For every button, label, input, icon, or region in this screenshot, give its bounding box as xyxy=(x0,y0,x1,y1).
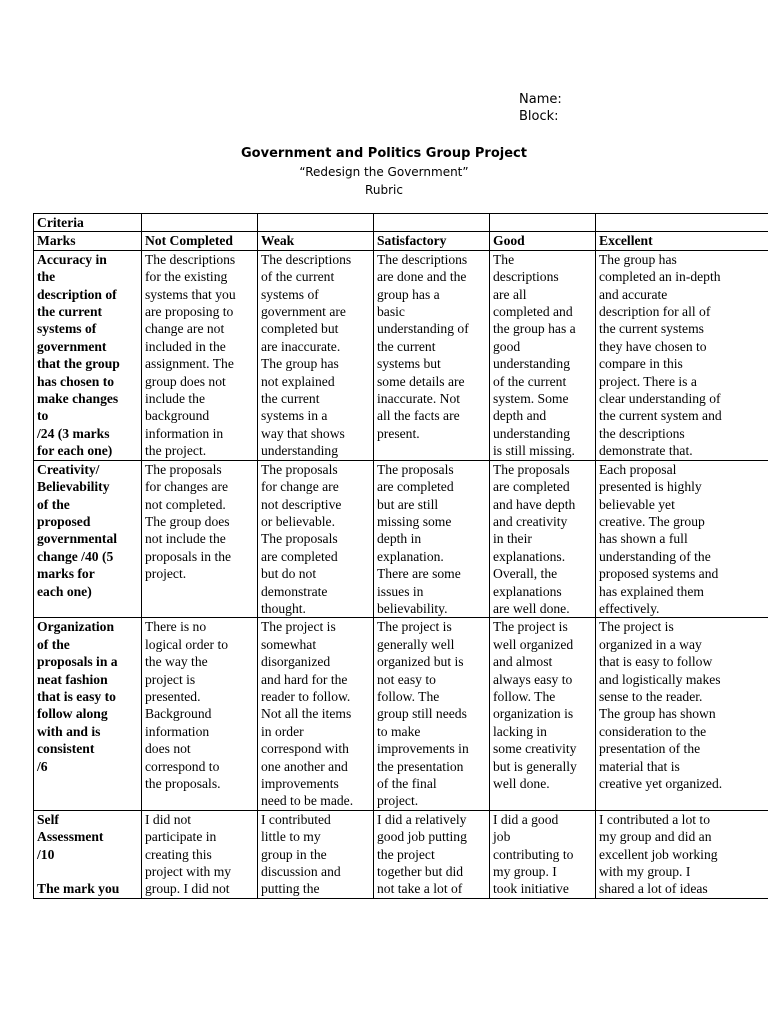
table-cell: The group has completed an in-depth and accurate description for all of the current systems they have chosen to compare in this project. There is a clear understanding of the current system and the descriptions demonstrate that. xyxy=(596,250,768,460)
table-cell: I did a relatively good job putting the project together but did not take a lot of xyxy=(374,810,490,898)
document-subtitle: “Redesign the Government” xyxy=(299,165,469,179)
table-cell: The descriptions are all completed and the group has a good understanding of the current system. Some depth and understanding is still missing. xyxy=(490,250,596,460)
block-label: Block: xyxy=(519,109,559,124)
column-header-satisfactory: Satisfactory xyxy=(374,232,490,250)
table-cell: The project is organized in a way that is easy to follow and logistically makes sense to the reader. The group has shown consideration to the presentation of the material that is creative yet organized. xyxy=(596,618,768,810)
table-row-accuracy xyxy=(34,250,768,460)
column-header-good: Good xyxy=(490,232,596,250)
table-cell: The project is somewhat disorganized and hard for the reader to follow. Not all the items in order correspond with one another and improvements need to be made. xyxy=(258,618,374,810)
table-cell: I contributed little to my group in the discussion and putting the xyxy=(258,810,374,898)
table-cell: The proposals for changes are not completed. The group does not include the proposals in the project. xyxy=(142,460,258,618)
empty-header-cell xyxy=(142,214,258,232)
table-row-self-assessment xyxy=(34,810,768,898)
table-cell: The descriptions are done and the group has a basic understanding of the current systems but some details are inaccurate. Not all the facts are present. xyxy=(374,250,490,460)
document-title: Government and Politics Group Project xyxy=(241,146,527,161)
table-cell: The project is generally well organized but is not easy to follow. The group still needs to make improvements in the presentation of the final project. xyxy=(374,618,490,810)
table-cell: The project is well organized and almost always easy to follow. The organization is lacking in some creativity but is generally well done. xyxy=(490,618,596,810)
column-header-excellent: Excellent xyxy=(596,232,768,250)
criteria-header: Criteria xyxy=(34,214,142,232)
rubric-table xyxy=(33,213,768,899)
table-cell: I contributed a lot to my group and did an excellent job working with my group. I shared a lot of ideas xyxy=(596,810,768,898)
table-cell: The proposals are completed and have depth and creativity in their explanations. Overall, the explanations are well done. xyxy=(490,460,596,618)
table-cell: The proposals are completed but are still missing some depth in explanation. There are some issues in believability. xyxy=(374,460,490,618)
table-cell: The proposals for change are not descriptive or believable. The proposals are completed but do not demonstrate thought. xyxy=(258,460,374,618)
student-info xyxy=(519,91,562,125)
table-cell: The descriptions of the current systems of government are completed but are inaccurate. The group has not explained the current systems in a way that shows understanding xyxy=(258,250,374,460)
document-titles xyxy=(0,145,768,199)
name-label: Name: xyxy=(519,92,562,107)
table-cell: There is no logical order to the way the project is presented. Background information does not correspond to the proposals. xyxy=(142,618,258,810)
table-cell: I did not participate in creating this project with my group. I did not xyxy=(142,810,258,898)
empty-header-cell xyxy=(490,214,596,232)
empty-header-cell xyxy=(596,214,768,232)
column-header-not-completed: Not Completed xyxy=(142,232,258,250)
criterion-cell: Organization of the proposals in a neat fashion that is easy to follow along with and is consistent /6 xyxy=(34,618,142,810)
criterion-cell: Self Assessment /10 The mark you xyxy=(34,810,142,898)
column-header-weak: Weak xyxy=(258,232,374,250)
empty-header-cell xyxy=(374,214,490,232)
table-cell: I did a good job contributing to my group. I took initiative xyxy=(490,810,596,898)
empty-header-cell xyxy=(258,214,374,232)
marks-header: Marks xyxy=(34,232,142,250)
criterion-cell: Creativity/ Believability of the proposed governmental change /40 (5 marks for each one) xyxy=(34,460,142,618)
criteria-header-row xyxy=(34,214,768,232)
document-type: Rubric xyxy=(365,183,403,197)
table-cell: The descriptions for the existing systems that you are proposing to change are not included in the assignment. The group does not include the background information in the project. xyxy=(142,250,258,460)
criterion-cell: Accuracy in the description of the current systems of government that the group has chosen to make changes to /24 (3 marks for each one) xyxy=(34,250,142,460)
table-row-creativity xyxy=(34,460,768,618)
table-cell: Each proposal presented is highly believable yet creative. The group has shown a full understanding of the proposed systems and has explained them effectively. xyxy=(596,460,768,618)
table-row-organization xyxy=(34,618,768,810)
marks-header-row xyxy=(34,232,768,250)
